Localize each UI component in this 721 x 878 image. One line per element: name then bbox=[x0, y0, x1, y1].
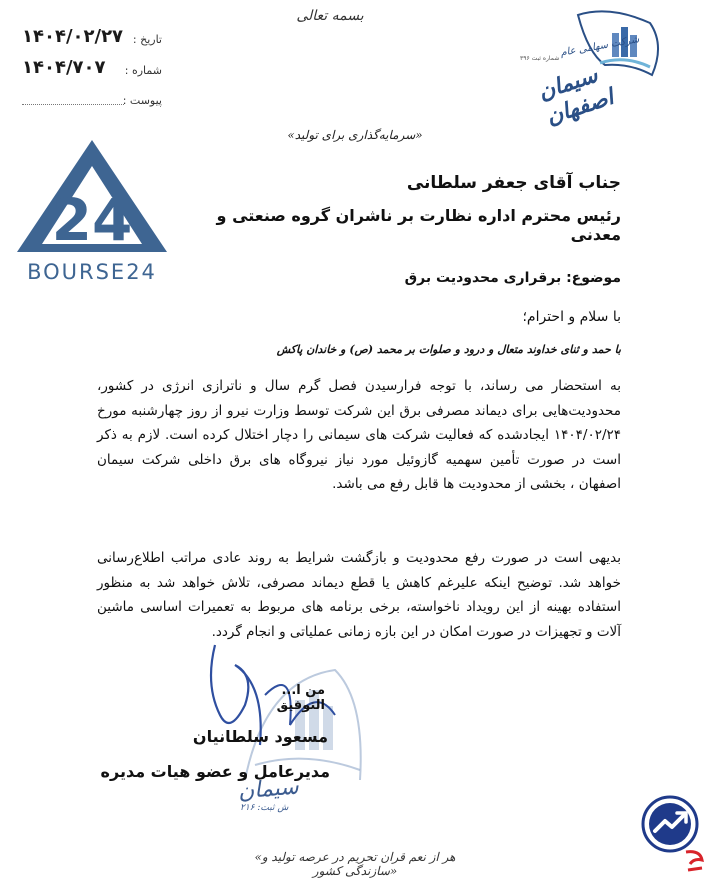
logo-name: سیمان اصفهان bbox=[535, 61, 617, 131]
attachment-row bbox=[22, 94, 162, 107]
number-value: ۱۴۰۴/۷۰۷ bbox=[22, 57, 106, 78]
watermark-text: BOURSE24 bbox=[27, 260, 157, 284]
logo-subtitle: شرکت سهامی عام bbox=[559, 34, 641, 59]
recipient: جناب آقای جعفر سلطانی bbox=[406, 173, 621, 193]
number-row bbox=[22, 57, 162, 78]
svg-text:24: 24 bbox=[51, 186, 133, 254]
footer-slogan: «هر از نعم قران تحریم در عرصه تولید و سازندگی کشور» bbox=[254, 850, 456, 878]
stamp-reg-number: ش ثبت: ۲۱۶ bbox=[240, 803, 289, 813]
site-badge-icon bbox=[641, 795, 699, 853]
company-logo bbox=[500, 5, 665, 131]
date-label: تاریخ : bbox=[132, 33, 162, 46]
recipient-position: رئیس محترم اداره نظارت بر ناشران گروه صنعتی و معدنی bbox=[216, 206, 621, 244]
date-row bbox=[22, 26, 162, 47]
greeting: با سلام و احترام؛ bbox=[522, 309, 621, 325]
subject: موضوع: برقراری محدودیت برق bbox=[404, 270, 621, 286]
bourse24-watermark bbox=[12, 140, 172, 285]
bourse24-logo-icon bbox=[12, 140, 172, 258]
basmala: بسمه تعالی bbox=[296, 8, 364, 24]
slogan: «سرمایه‌گذاری برای تولید» bbox=[287, 128, 423, 142]
signer-title: مدیرعامل و عضو هیات مدیره bbox=[100, 762, 330, 781]
signer-name: مسعود سلطانیان bbox=[192, 727, 328, 746]
date-value: ۱۴۰۴/۰۲/۲۷ bbox=[22, 26, 124, 47]
attachment-dots bbox=[22, 104, 124, 105]
stamp-company-name: سیمان bbox=[237, 774, 300, 805]
body-paragraph-1: به استحضار می رساند، با توجه فرارسیدن فصل گرم سال و ناترازی انرژی در کشور، محدودیت‌هایی برای دیماند مصرفی برق این شرکت توسط وزارت نیرو از روز چهارشنبه مورخ ۱۴۰۴/۰۲/۲۴ ایجادشده که فعالیت شرکت های سیمانی را دچار اختلال کرده است. لازم به ذکر است در صورت تأمین سهمیه گازوئیل مورد نیاز نیروگاه های برق داخلی شرکت سیمان اصفهان ، بخشی از محدودیت ها قابل رفع می باشد. bbox=[97, 378, 621, 493]
number-label: شماره : bbox=[124, 64, 162, 77]
body-paragraph-2: بدیهی است در صورت رفع محدودیت و بازگشت شرایط به روند عادی مراتب اطلاع‌رسانی خواهد شد. توضیح اینکه علیرغم کاهش یا قطع دیماند مصرفی، تلاش خواهد شد به منظور استفاده بهینه از این رویداد ناخواسته، برخی برنامه های مربوط به تعمیرات اساسی ماشین آلات و تجهیزات در صورت امکان در این بازه زمانی عملیاتی و انجام گردد. bbox=[97, 550, 621, 640]
logo-reg-number: شماره ثبت ۳۹۶ bbox=[520, 55, 560, 62]
attachment-label: پیوست : bbox=[122, 94, 162, 107]
closing-phrase: من ا... التوفیق bbox=[276, 683, 325, 713]
salawat-line: با حمد و ثنای خداوند متعال و درود و صلوات بر محمد (ص) و خاندان پاکش bbox=[276, 343, 621, 356]
red-mark-icon bbox=[682, 848, 707, 873]
